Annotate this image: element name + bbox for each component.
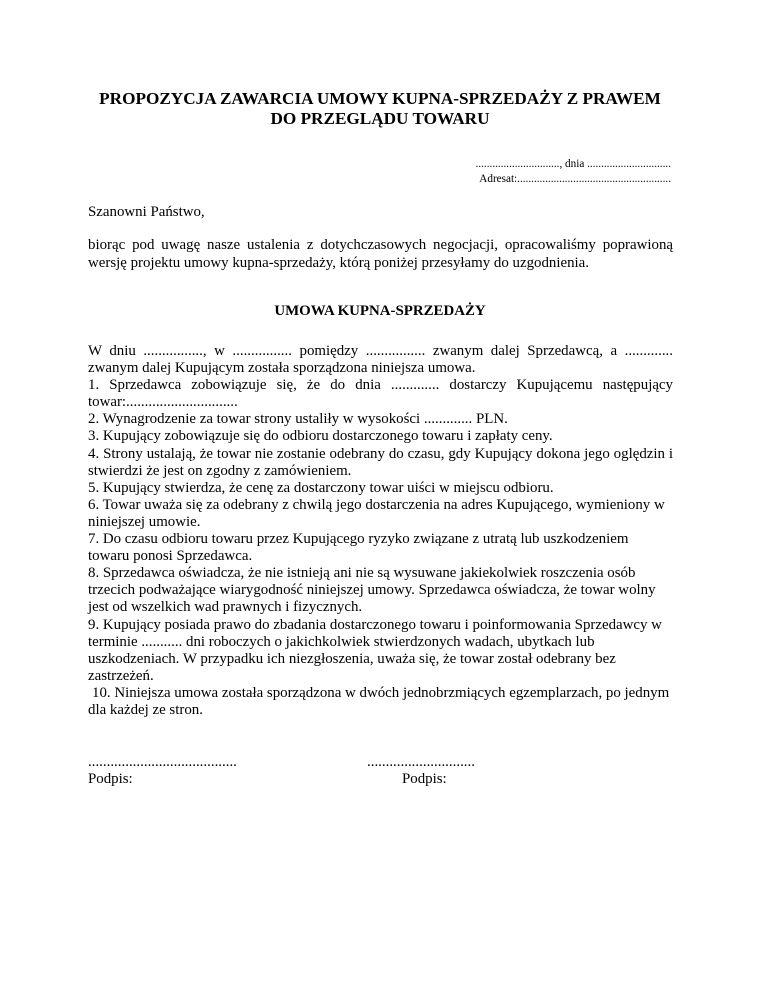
preamble-line: zwanym dalej Kupującym została sporządzona niniejsza umowa. [88,360,476,377]
preamble [88,343,673,377]
place-date-addressee [476,157,671,187]
clause-line: towaru ponosi Sprzedawca. [88,548,253,565]
clause-1 [88,377,673,411]
clause-4 [88,446,673,480]
clause-line: 6. Towar uważa się za odebrany z chwilą jego dostarczenia na adres Kupującego, wymieniony w [88,496,665,513]
signature-label-right: Podpis: [402,771,447,787]
preamble-line: W dniu ................, w ................ pomiędzy ................ zwanym dalej Sprzedawcą, a ............. [88,343,673,359]
clause-line: 10. Niniejsza umowa została sporządzona w dwóch jednobrzmiących egzemplarzach, po jednym [92,684,670,701]
intro-paragraph [88,237,673,273]
intro-line: wersję projektu umowy kupna-sprzedaży, którą poniżej przesyłamy do uzgodnienia. [88,254,590,271]
title-line: PROPOZYCJA ZAWARCIA UMOWY KUPNA-SPRZEDAŻY Z PRAWEM [99,89,661,108]
clause-line: 9. Kupujący posiada prawo do zbadania dostarczonego towaru i poinformowania Sprzedawcy w [88,616,662,633]
clause-line: dla każdej ze stron. [88,701,203,718]
clause-line: niniejszej umowie. [88,513,201,530]
clause-line: 7. Do czasu odbioru towaru przez Kupującego ryzyko związane z utratą lub uszkodzeniem [88,531,629,548]
clause-2 [88,411,673,428]
clause-line: 3. Kupujący zobowiązuje się do odbioru dostarczonego towaru i zapłaty ceny. [88,428,553,445]
clause-line: jest od wszelkich wad prawnych i fizycznych. [88,599,363,616]
clause-line: 4. Strony ustalają, że towar nie zostanie odebrany do czasu, gdy Kupujący dokona jego oględzin i [88,445,673,462]
clause-line: uszkodzeniach. W przypadku ich niezgłoszenia, uważa się, że towar został odebrany bez [88,650,616,667]
signature-label-left: Podpis: [88,771,133,787]
clause-line: 8. Sprzedawca oświadcza, że nie istnieją ani nie są wysuwane jakiekolwiek roszczenia osób [88,565,636,582]
salutation-block [88,204,673,221]
clause-line: 1. Sprzedawca zobowiązuje się, że do dnia ............. dostarczy Kupującemu następujący [88,377,673,394]
clause-line: trzecich podważające wiarygodność niniejszej umowy. Sprzedawca oświadcza, że towar wolny [88,582,656,599]
clause-line: 2. Wynagrodzenie za towar strony ustaliły w wysokości ............. PLN. [88,411,508,428]
clause-5 [88,480,673,497]
clause-9 [88,617,673,685]
place-date-line: .............................., dnia .............................. [475,158,671,170]
clause-7 [88,531,673,565]
signature-line-right: ............................. [367,754,475,770]
intro-line: biorąc pod uwagę nasze ustalenia z dotychczasowych negocjacji, opracowaliśmy poprawioną [88,237,673,253]
clause-line: terminie ........... dni roboczych o jakichkolwiek stwierdzonych wadach, ubytkach lub [88,633,595,650]
clause-6 [88,497,673,531]
title-line: DO PRZEGLĄDU TOWARU [270,108,490,128]
clause-line: stwierdzi że jest on zgodny z zamówieniem. [88,462,352,479]
clause-3 [88,428,673,445]
contract-body [88,343,673,719]
clause-line: zastrzeżeń. [88,667,154,684]
salutation: Szanowni Państwo, [88,204,205,220]
clause-8 [88,565,673,616]
clause-line: towar:.............................. [88,394,238,411]
signature-line-left: ........................................ [88,754,237,770]
document-title [0,89,760,129]
addressee-line: Adresat:....................................................... [479,173,671,185]
contract-title: UMOWA KUPNA-SPRZEDAŻY [274,303,486,319]
clause-line: 5. Kupujący stwierdza, że cenę za dostarczony towar uiści w miejscu odbioru. [88,479,554,496]
clause-10 [88,685,673,719]
